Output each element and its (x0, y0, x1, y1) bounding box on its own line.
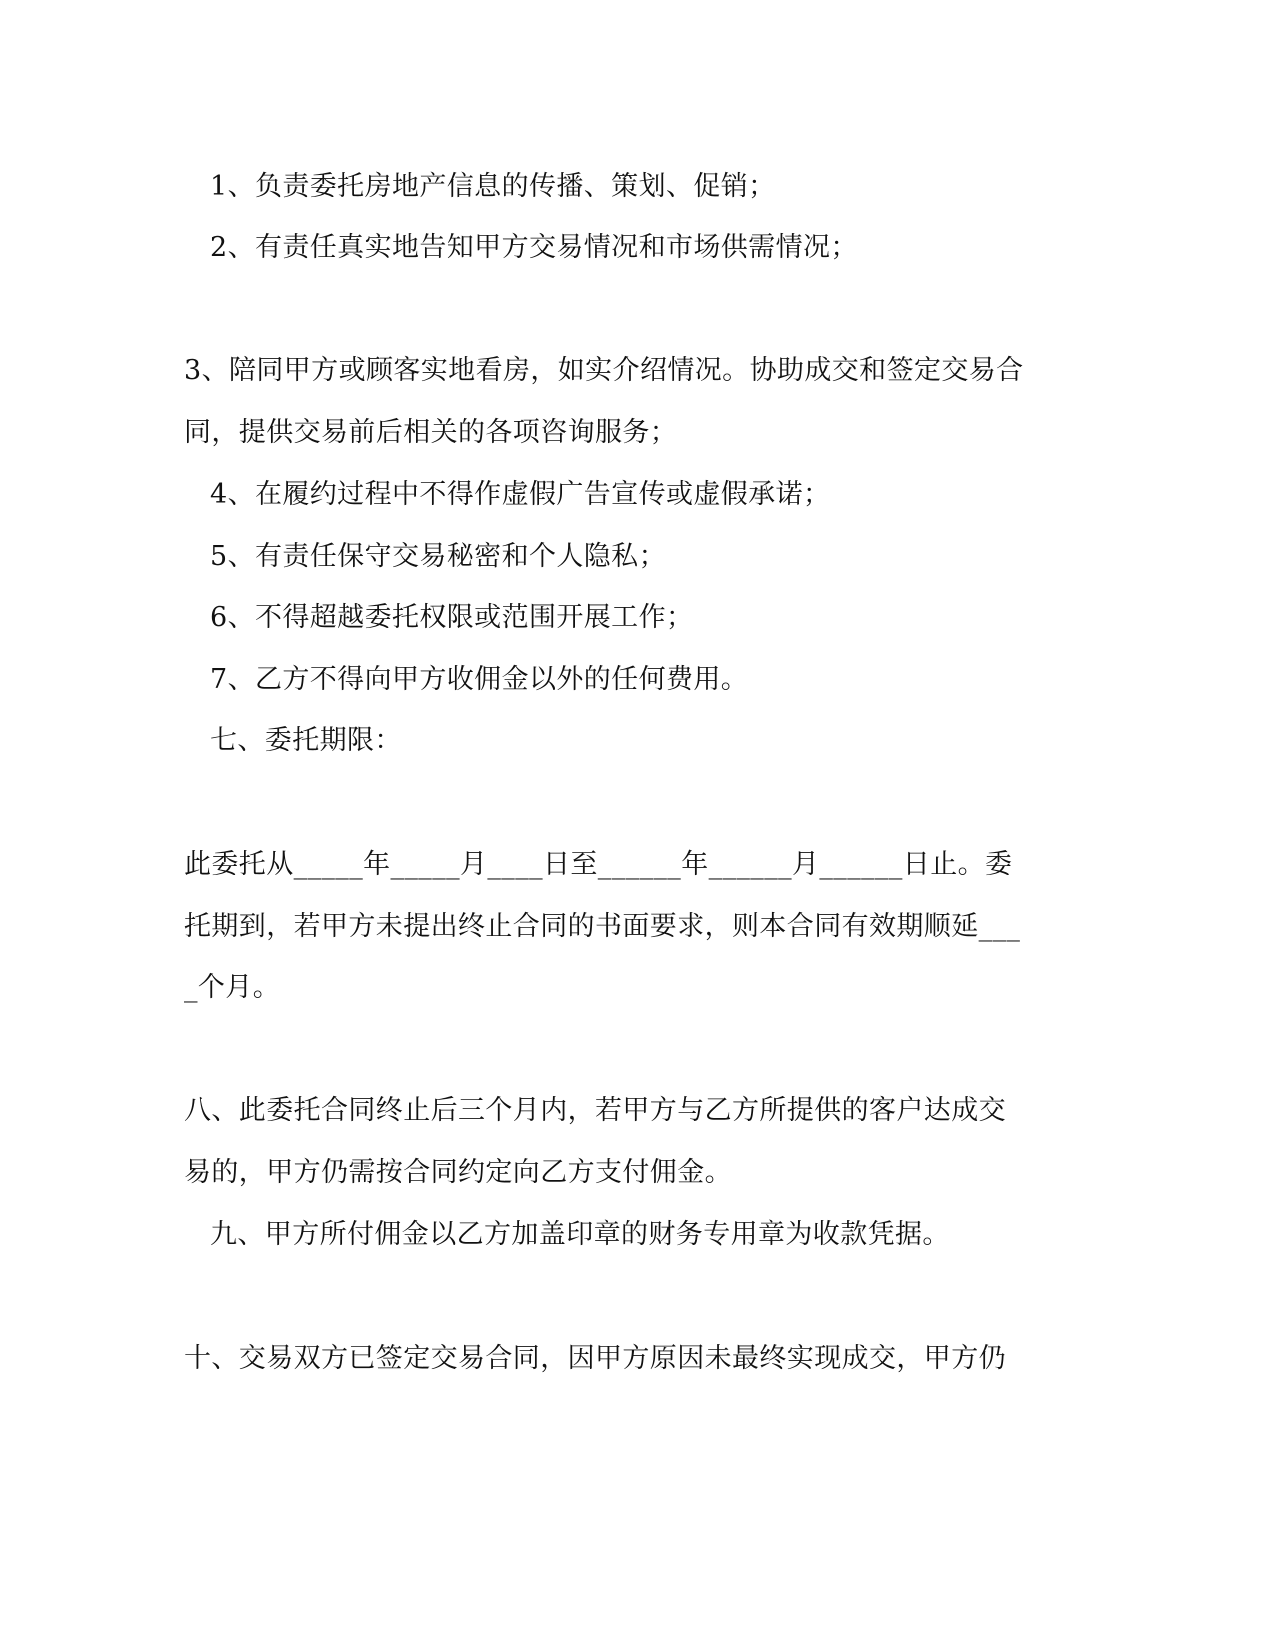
text-line: _个月。 (184, 972, 281, 1003)
text-line: 同，提供交易前后相关的各项咨询服务； (184, 417, 678, 448)
text-line: 八、此委托合同终止后三个月内，若甲方与乙方所提供的客户达成交 (184, 1095, 1006, 1126)
text-line: 6、不得超越委托权限或范围开展工作； (210, 602, 694, 633)
text-line: 易的，甲方仍需按合同约定向乙方支付佣金。 (184, 1157, 732, 1188)
text-line: 十、交易双方已签定交易合同，因甲方原因未最终实现成交，甲方仍 (184, 1343, 1006, 1374)
text-line: 九、甲方所付佣金以乙方加盖印章的财务专用章为收款凭据。 (210, 1219, 950, 1250)
section-heading: 七、委托期限： (210, 725, 402, 756)
text-line: 7、乙方不得向甲方收佣金以外的任何费用。 (210, 664, 749, 695)
text-line: 5、有责任保守交易秘密和个人隐私； (210, 541, 666, 572)
text-line: 4、在履约过程中不得作虚假广告宣传或虚假承诺； (210, 479, 831, 510)
text-line: 此委托从_____年_____月____日至______年______月______日止。委 (184, 849, 1013, 880)
text-line: 托期到，若甲方未提出终止合同的书面要求，则本合同有效期顺延___ (184, 911, 1021, 942)
text-line: 1、负责委托房地产信息的传播、策划、促销； (210, 171, 776, 202)
text-line: 3、陪同甲方或顾客实地看房，如实介绍情况。协助成交和签定交易合 (184, 355, 1024, 386)
text-line: 2、有责任真实地告知甲方交易情况和市场供需情况； (210, 232, 858, 263)
